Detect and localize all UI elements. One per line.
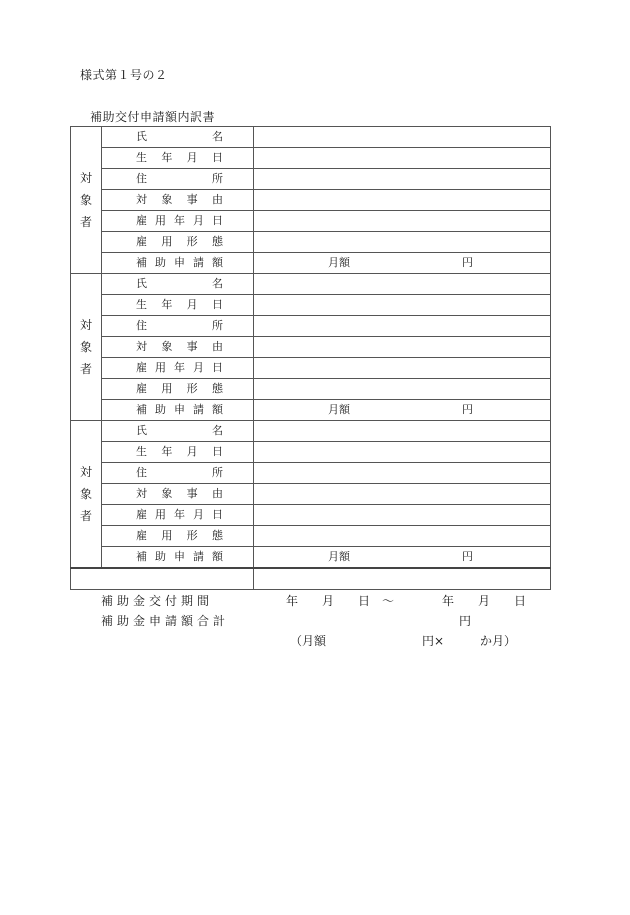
summary-labels <box>71 568 254 628</box>
yen-unit: 円 <box>462 256 473 269</box>
label-char: 形 <box>186 529 198 542</box>
label-char: 名 <box>212 130 223 143</box>
label-char: 月 <box>186 445 198 458</box>
label-char: 年 <box>174 508 185 521</box>
label-char: 名 <box>212 277 223 290</box>
reason-row <box>71 337 551 358</box>
label-char: 用 <box>161 235 173 248</box>
label-char: 月 <box>193 361 204 374</box>
label-char: 雇 <box>136 235 147 248</box>
address-row <box>71 316 551 337</box>
label-char: 象 <box>161 487 173 500</box>
label-char: 雇 <box>136 214 147 227</box>
label-char: 名 <box>212 424 223 437</box>
field-label <box>102 547 254 569</box>
label-char: 補 <box>136 256 147 269</box>
name-row <box>71 274 551 295</box>
applicant-group-char: 者 <box>79 362 92 376</box>
label-char: 日 <box>212 214 223 227</box>
name-row <box>71 127 551 148</box>
field-value[interactable] <box>254 190 551 211</box>
applicant-group-char: 対 <box>79 171 92 185</box>
label-char: 由 <box>211 193 223 206</box>
label-char: 住 <box>136 172 147 185</box>
label-char: 申 <box>174 403 185 416</box>
applicant-group-char: 対 <box>79 465 92 479</box>
label-char: 象 <box>161 340 173 353</box>
field-label <box>102 169 254 190</box>
label-char: 事 <box>186 487 198 500</box>
field-value[interactable] <box>254 526 551 547</box>
label-char: 請 <box>193 550 204 563</box>
field-value[interactable] <box>254 463 551 484</box>
field-label <box>102 505 254 526</box>
label-char: 雇 <box>136 361 147 374</box>
label-char: 所 <box>212 466 223 479</box>
label-char: 形 <box>186 235 198 248</box>
label-char: 用 <box>161 382 173 395</box>
subsidy-total-label: 補助金申請額合計 <box>101 614 230 628</box>
field-value[interactable] <box>254 442 551 463</box>
applicant-group-label <box>71 127 102 274</box>
label-char: 氏 <box>136 277 147 290</box>
label-char: 象 <box>161 193 173 206</box>
field-label <box>102 190 254 211</box>
field-label <box>102 148 254 169</box>
label-char: 態 <box>211 235 223 248</box>
field-label <box>102 232 254 253</box>
label-char: 由 <box>211 487 223 500</box>
yen-unit: 円 <box>462 403 473 416</box>
employment-type-row <box>71 526 551 547</box>
reason-row <box>71 190 551 211</box>
field-value[interactable] <box>254 316 551 337</box>
employment-type-row <box>71 232 551 253</box>
field-label <box>102 316 254 337</box>
field-value[interactable] <box>254 148 551 169</box>
field-value[interactable] <box>254 211 551 232</box>
applicant-group-label <box>71 274 102 421</box>
yen-unit: 円 <box>462 550 473 563</box>
label-char: 請 <box>193 256 204 269</box>
field-label <box>102 211 254 232</box>
label-char: 年 <box>161 298 173 311</box>
field-value[interactable] <box>254 547 551 569</box>
label-char: 年 <box>174 361 185 374</box>
applicant-group-char: 者 <box>79 215 92 229</box>
employment-date-row <box>71 211 551 232</box>
label-char: 額 <box>212 403 223 416</box>
applicant-group-char: 対 <box>79 318 92 332</box>
breakdown-table <box>70 126 551 648</box>
name-row <box>71 421 551 442</box>
label-char: 氏 <box>136 424 147 437</box>
label-char: 額 <box>212 550 223 563</box>
reason-row <box>71 484 551 505</box>
birth-date-row <box>71 295 551 316</box>
label-char: 対 <box>136 487 147 500</box>
label-char: 雇 <box>136 508 147 521</box>
field-value[interactable] <box>254 400 551 421</box>
field-value[interactable] <box>254 274 551 295</box>
label-char: 態 <box>211 382 223 395</box>
label-char: 事 <box>186 340 198 353</box>
applicant-group-char: 象 <box>79 340 92 354</box>
label-char: 補 <box>136 550 147 563</box>
field-value[interactable] <box>254 358 551 379</box>
label-char: 雇 <box>136 529 147 542</box>
field-value[interactable] <box>254 169 551 190</box>
field-label <box>102 274 254 295</box>
label-char: 対 <box>136 193 147 206</box>
applicant-group-char: 象 <box>79 193 92 207</box>
label-char: 補 <box>136 403 147 416</box>
subsidy-period-value: 年 月 日 ～ 年 月 日 <box>286 594 527 608</box>
label-char: 所 <box>212 172 223 185</box>
employment-type-row <box>71 379 551 400</box>
label-char: 生 <box>136 151 147 164</box>
label-char: 対 <box>136 340 147 353</box>
field-label <box>102 379 254 400</box>
label-char: 住 <box>136 466 147 479</box>
label-char: 用 <box>155 361 166 374</box>
field-value[interactable] <box>254 232 551 253</box>
label-char: 形 <box>186 382 198 395</box>
label-char: 由 <box>211 340 223 353</box>
monthly-amount-label: 月額 <box>328 403 350 416</box>
label-char: 生 <box>136 445 147 458</box>
field-value[interactable] <box>254 295 551 316</box>
label-char: 雇 <box>136 382 147 395</box>
employment-date-row <box>71 358 551 379</box>
field-value[interactable] <box>254 337 551 358</box>
monthly-calc: （月額 円× か月） <box>290 634 517 648</box>
field-label <box>102 337 254 358</box>
label-char: 申 <box>174 256 185 269</box>
field-label <box>102 463 254 484</box>
field-value[interactable] <box>254 127 551 148</box>
label-char: 年 <box>174 214 185 227</box>
label-char: 請 <box>193 403 204 416</box>
document-title: 補助交付申請額内訳書 <box>90 110 216 124</box>
employment-date-row <box>71 505 551 526</box>
label-char: 助 <box>155 256 166 269</box>
field-label <box>102 526 254 547</box>
monthly-amount-label: 月額 <box>328 550 350 563</box>
monthly-amount-label: 月額 <box>328 256 350 269</box>
label-char: 助 <box>155 403 166 416</box>
label-char: 用 <box>155 508 166 521</box>
birth-date-row <box>71 442 551 463</box>
label-char: 用 <box>161 529 173 542</box>
address-row <box>71 169 551 190</box>
applicant-group-char: 象 <box>79 487 92 501</box>
label-char: 申 <box>174 550 185 563</box>
field-label <box>102 127 254 148</box>
field-value[interactable] <box>254 421 551 442</box>
label-char: 態 <box>211 529 223 542</box>
field-label <box>102 295 254 316</box>
field-value[interactable] <box>254 484 551 505</box>
field-label <box>102 421 254 442</box>
address-row <box>71 463 551 484</box>
summary-values[interactable] <box>254 568 551 648</box>
label-char: 額 <box>212 256 223 269</box>
summary-row <box>71 568 551 590</box>
label-char: 日 <box>212 361 223 374</box>
subsidy-amount-row <box>71 547 551 569</box>
label-char: 年 <box>161 445 173 458</box>
subsidy-amount-row <box>71 400 551 421</box>
subsidy-amount-row <box>71 253 551 274</box>
label-char: 事 <box>186 193 198 206</box>
label-char: 所 <box>212 319 223 332</box>
field-label <box>102 358 254 379</box>
total-yen-unit: 円 <box>459 614 472 628</box>
label-char: 日 <box>211 445 223 458</box>
label-char: 年 <box>161 151 173 164</box>
label-char: 日 <box>211 151 223 164</box>
subsidy-period-label: 補助金交付期間 <box>101 594 214 608</box>
form-number: 様式第１号の２ <box>80 68 168 82</box>
label-char: 月 <box>186 298 198 311</box>
field-label <box>102 484 254 505</box>
applicant-group-label <box>71 421 102 569</box>
field-value[interactable] <box>254 253 551 274</box>
field-value[interactable] <box>254 505 551 526</box>
label-char: 用 <box>155 214 166 227</box>
label-char: 氏 <box>136 130 147 143</box>
label-char: 日 <box>212 508 223 521</box>
label-char: 生 <box>136 298 147 311</box>
field-label <box>102 442 254 463</box>
label-char: 日 <box>211 298 223 311</box>
applicant-group-char: 者 <box>79 509 92 523</box>
label-char: 月 <box>193 214 204 227</box>
birth-date-row <box>71 148 551 169</box>
label-char: 住 <box>136 319 147 332</box>
label-char: 月 <box>186 151 198 164</box>
label-char: 月 <box>193 508 204 521</box>
field-label <box>102 253 254 274</box>
label-char: 助 <box>155 550 166 563</box>
field-label <box>102 400 254 421</box>
field-value[interactable] <box>254 379 551 400</box>
